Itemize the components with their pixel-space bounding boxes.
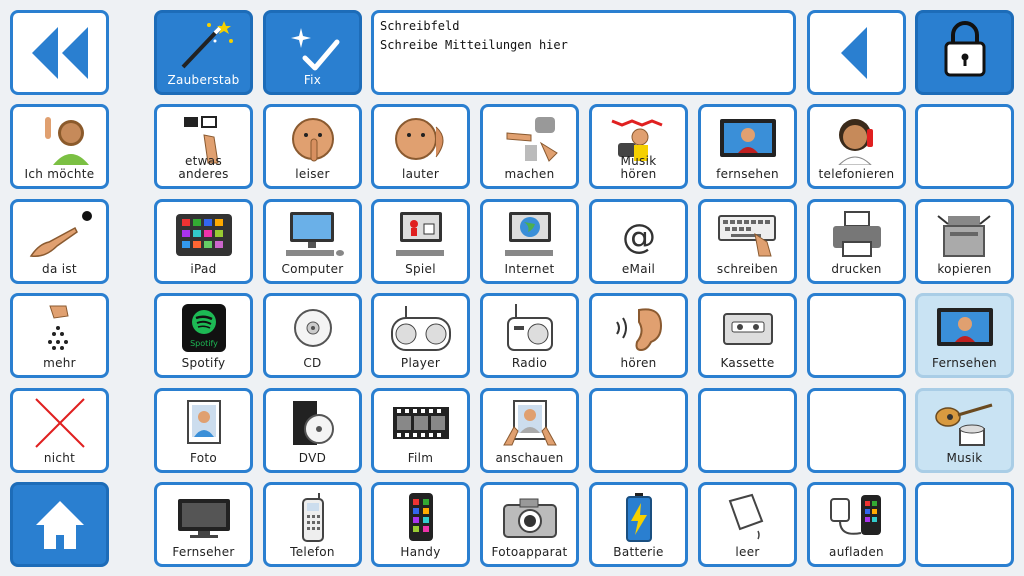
fernseher-button[interactable]	[154, 482, 253, 567]
ipad-button[interactable]	[154, 199, 253, 284]
message-field[interactable]	[371, 10, 796, 95]
empty-cell[interactable]	[807, 293, 906, 378]
globe-computer-icon	[483, 208, 576, 260]
computer-label: Computer	[281, 262, 344, 276]
leer-label: leer	[735, 545, 760, 559]
lauter-button[interactable]	[371, 104, 470, 189]
spiel-button[interactable]	[371, 199, 470, 284]
radio-icon	[483, 302, 576, 354]
empty-cell[interactable]	[698, 388, 797, 473]
telefonieren-icon	[810, 113, 903, 165]
machen-button[interactable]	[480, 104, 579, 189]
copier-icon	[918, 208, 1011, 260]
spotify-label: Spotify	[181, 356, 226, 370]
machen-icon	[483, 113, 576, 165]
fotoapparat-label: Fotoapparat	[491, 545, 568, 559]
home-button[interactable]	[10, 482, 109, 567]
empty-cell[interactable]	[915, 104, 1014, 189]
etwas-anderes-button[interactable]	[154, 104, 253, 189]
schreiben-label: schreiben	[716, 262, 779, 276]
fix-label: Fix	[303, 73, 322, 87]
telefonieren-button[interactable]	[807, 104, 906, 189]
leer-button[interactable]	[698, 482, 797, 567]
fernsehen-label: fernsehen	[716, 167, 779, 181]
cross-icon	[13, 397, 106, 449]
anschauen-icon	[483, 397, 576, 449]
machen-label: machen	[504, 167, 555, 181]
kassette-button[interactable]	[698, 293, 797, 378]
delete-button[interactable]	[807, 10, 906, 95]
nicht-label: nicht	[43, 451, 76, 465]
radio-label: Radio	[511, 356, 548, 370]
empty-cell[interactable]	[589, 388, 688, 473]
leiser-button[interactable]	[263, 104, 362, 189]
ipad-icon	[157, 208, 250, 260]
smartphone-icon	[374, 491, 467, 543]
tv-set-icon	[157, 491, 250, 543]
fotoapparat-button[interactable]	[480, 482, 579, 567]
telefon-label: Telefon	[290, 545, 335, 559]
drucken-label: drucken	[831, 262, 882, 276]
home-icon	[13, 499, 106, 551]
batterie-label: Batterie	[613, 545, 664, 559]
hoeren-label: hören	[620, 356, 657, 370]
left-triangle-icon	[810, 27, 903, 79]
email-button[interactable]	[589, 199, 688, 284]
kassette-label: Kassette	[720, 356, 775, 370]
magic-wand-icon	[157, 19, 250, 71]
printer-icon	[810, 208, 903, 260]
dvd-button[interactable]	[263, 388, 362, 473]
anschauen-label: anschauen	[495, 451, 564, 465]
svg-text:Spotify: Spotify	[189, 339, 218, 348]
ear-icon	[592, 302, 685, 354]
message-field-placeholder: Schreibe Mitteilungen hier	[380, 38, 568, 52]
magic-wand-label: Zauberstab	[167, 73, 240, 87]
leiser-label: leiser	[295, 167, 330, 181]
message-field-title: Schreibfeld	[380, 19, 460, 33]
telefonieren-label: telefonieren	[818, 167, 895, 181]
internet-label: Internet	[504, 262, 555, 276]
film-strip-icon	[374, 397, 467, 449]
spotify-button[interactable]	[154, 293, 253, 378]
foto-button[interactable]	[154, 388, 253, 473]
cd-button[interactable]	[263, 293, 362, 378]
battery-icon	[592, 491, 685, 543]
back-button[interactable]	[10, 10, 109, 95]
magic-wand-button[interactable]	[154, 10, 253, 95]
nicht-button[interactable]	[10, 388, 109, 473]
lock-icon	[918, 23, 1011, 75]
ich-moechte-button[interactable]	[10, 104, 109, 189]
charging-phone-icon	[810, 491, 903, 543]
tv-icon	[701, 113, 794, 165]
mehr-icon	[13, 302, 106, 354]
double-left-arrow-icon	[13, 27, 106, 79]
handy-label: Handy	[400, 545, 441, 559]
film-button[interactable]	[371, 388, 470, 473]
anschauen-button[interactable]	[480, 388, 579, 473]
tv-icon	[918, 302, 1011, 354]
film-label: Film	[407, 451, 434, 465]
camera-icon	[483, 491, 576, 543]
fix-button[interactable]	[263, 10, 362, 95]
computer-button[interactable]	[263, 199, 362, 284]
aufladen-button[interactable]	[807, 482, 906, 567]
fernseher-label: Fernseher	[172, 545, 235, 559]
spiel-label: Spiel	[405, 262, 436, 276]
computer-icon	[266, 208, 359, 260]
empty-glass-icon	[701, 491, 794, 543]
cordless-phone-icon	[266, 491, 359, 543]
schreiben-button[interactable]	[698, 199, 797, 284]
spotify-icon	[157, 302, 250, 354]
musik-hoeren-button[interactable]	[589, 104, 688, 189]
kopieren-button[interactable]	[915, 199, 1014, 284]
player-button[interactable]	[371, 293, 470, 378]
cd-label: CD	[303, 356, 322, 370]
da-ist-icon	[13, 208, 106, 260]
keyboard-icon	[701, 208, 794, 260]
sparkle-check-icon	[266, 21, 359, 73]
email-label: eMail	[621, 262, 656, 276]
musik-folder-button[interactable]	[915, 388, 1014, 473]
da-ist-button[interactable]	[10, 199, 109, 284]
at-sign-icon	[592, 208, 685, 260]
lauter-label: lauter	[401, 167, 440, 181]
fernsehen-folder-button[interactable]	[915, 293, 1014, 378]
foto-label: Foto	[189, 451, 218, 465]
player-label: Player	[400, 356, 441, 370]
radio-button[interactable]	[480, 293, 579, 378]
ich-moechte-label: Ich möchte	[24, 167, 95, 181]
spiel-icon	[374, 208, 467, 260]
lock-button[interactable]	[915, 10, 1014, 95]
svg-text:@: @	[621, 217, 656, 257]
etwas-anderes-label: etwas anderes	[178, 154, 229, 181]
leiser-icon	[266, 113, 359, 165]
batterie-button[interactable]	[589, 482, 688, 567]
boombox-icon	[374, 302, 467, 354]
cd-icon	[266, 302, 359, 354]
handy-button[interactable]	[371, 482, 470, 567]
musik-hoeren-label: Musik hören	[620, 154, 657, 181]
da-ist-label: da ist	[42, 262, 77, 276]
kopieren-label: kopieren	[937, 262, 992, 276]
empty-cell[interactable]	[807, 388, 906, 473]
dvd-icon	[266, 397, 359, 449]
musik-folder-label: Musik	[946, 451, 983, 465]
guitar-drum-icon	[918, 397, 1011, 449]
hoeren-button[interactable]	[589, 293, 688, 378]
fernsehen-button[interactable]	[698, 104, 797, 189]
aufladen-label: aufladen	[829, 545, 884, 559]
cassette-icon	[701, 302, 794, 354]
ipad-label: iPad	[190, 262, 217, 276]
ich-moechte-icon	[13, 113, 106, 165]
empty-cell[interactable]	[915, 482, 1014, 567]
mehr-button[interactable]	[10, 293, 109, 378]
dvd-label: DVD	[298, 451, 327, 465]
internet-button[interactable]	[480, 199, 579, 284]
drucken-button[interactable]	[807, 199, 906, 284]
photo-icon	[157, 397, 250, 449]
fernsehen-folder-label: Fernsehen	[932, 356, 997, 370]
mehr-label: mehr	[43, 356, 76, 370]
telefon-button[interactable]	[263, 482, 362, 567]
lauter-icon	[374, 113, 467, 165]
